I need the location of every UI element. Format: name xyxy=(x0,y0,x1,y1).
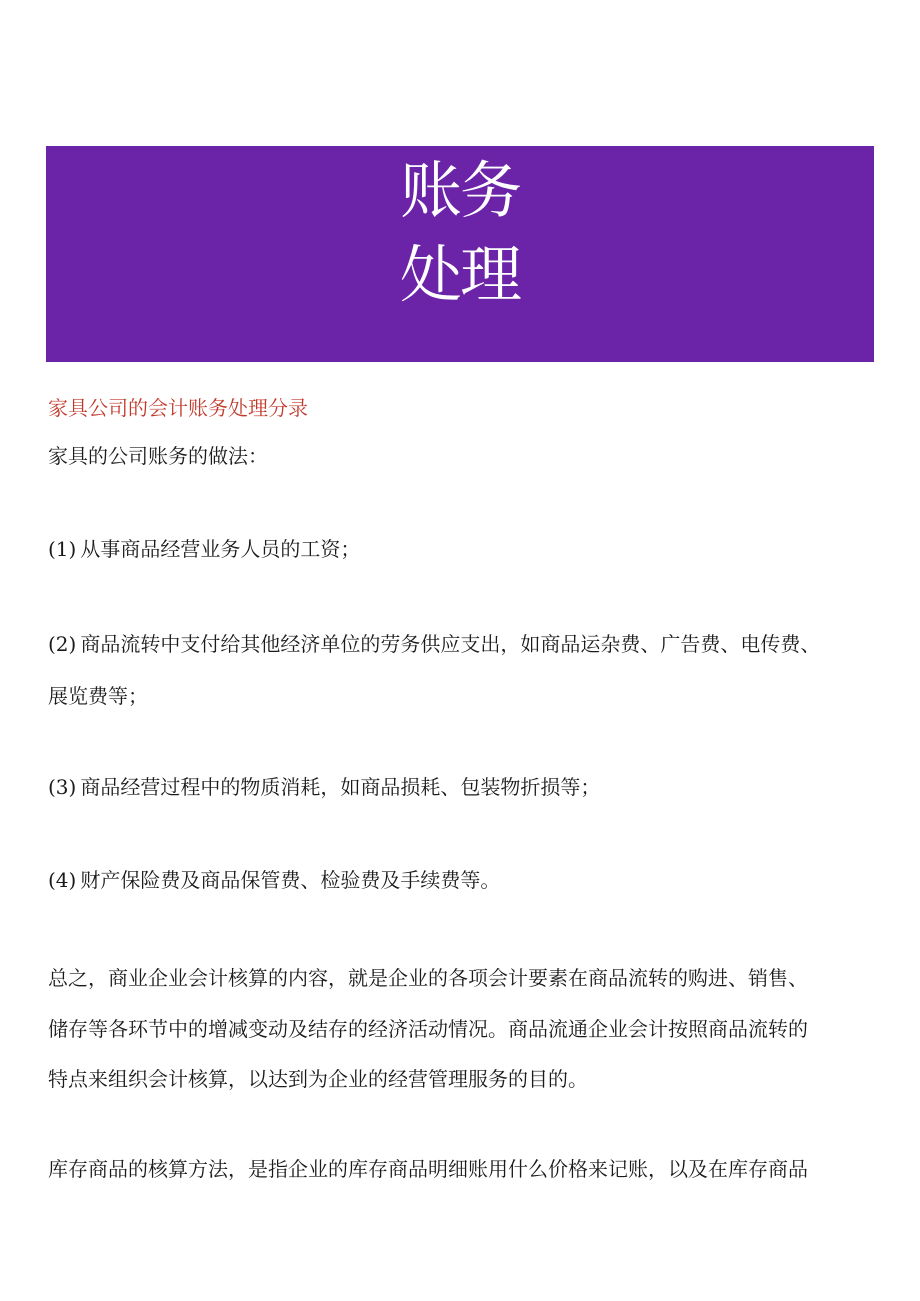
list-item-text: 从事商品经营业务人员的工资； xyxy=(80,537,361,561)
list-item-4 xyxy=(48,868,878,892)
list-item-text: 商品经营过程中的物质消耗，如商品损耗、包装物折损等； xyxy=(80,775,601,799)
list-item-3 xyxy=(48,775,878,799)
list-item-text: 商品流转中支付给其他经济单位的劳务供应支出，如商品运杂费、广告费、电传费、 xyxy=(80,632,821,656)
last-paragraph-line: 库存商品的核算方法，是指企业的库存商品明细账用什么价格来记账，以及在库存商品 xyxy=(48,1157,808,1181)
list-item-2 xyxy=(48,632,878,656)
list-item-text: 财产保险费及商品保管费、检验费及手续费等。 xyxy=(80,868,501,892)
intro-text: 家具的公司账务的做法： xyxy=(48,444,268,468)
banner-title-line1: 账务 xyxy=(399,154,520,227)
summary-line-1: 总之，商业企业会计核算的内容，就是企业的各项会计要素在商品流转的购进、销售、 xyxy=(48,966,808,990)
list-item-number: (2) xyxy=(48,632,77,656)
list-item-2-continuation: 展览费等； xyxy=(48,684,148,708)
summary-line-2: 储存等各环节中的增减变动及结存的经济活动情况。商品流通企业会计按照商品流转的 xyxy=(48,1017,808,1041)
list-item-number: (4) xyxy=(48,868,77,892)
list-item-number: (1) xyxy=(48,537,77,561)
summary-line-3: 特点来组织会计核算，以达到为企业的经营管理服务的目的。 xyxy=(48,1067,588,1091)
document-subtitle: 家具公司的会计账务处理分录 xyxy=(48,396,308,420)
list-item-1 xyxy=(48,537,878,561)
list-item-number: (3) xyxy=(48,775,77,799)
banner-title-line2: 处理 xyxy=(399,238,520,311)
